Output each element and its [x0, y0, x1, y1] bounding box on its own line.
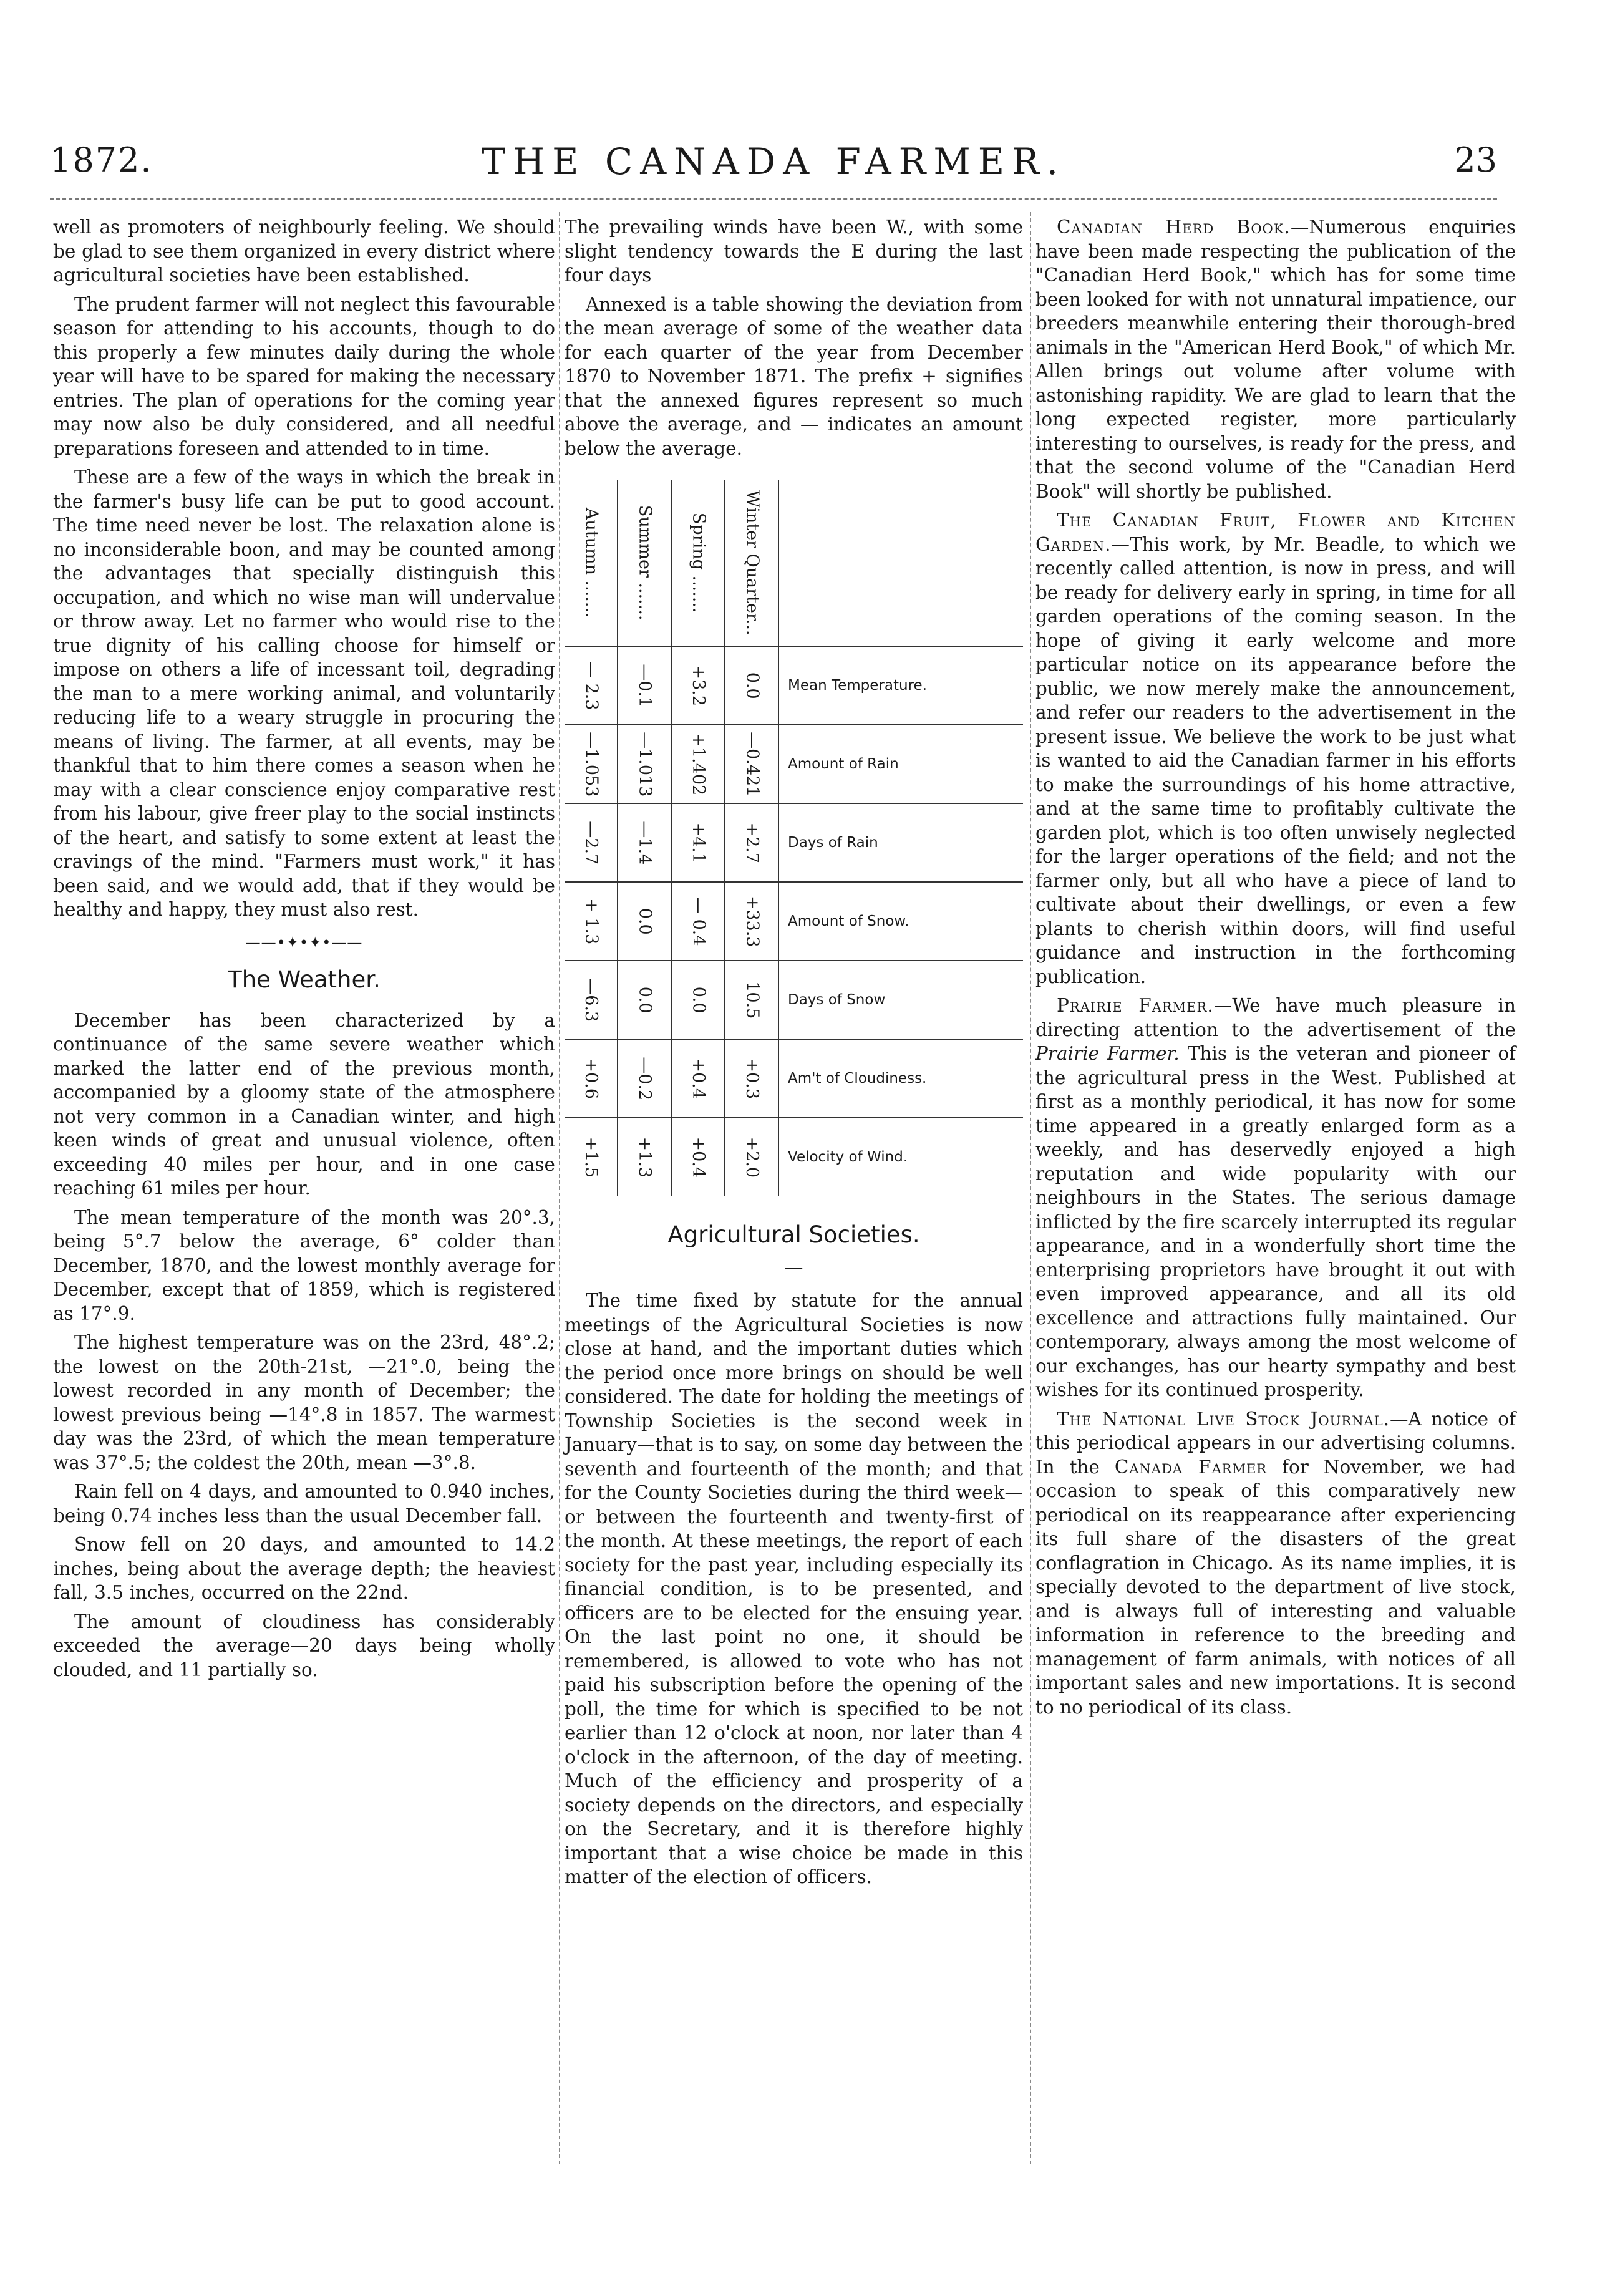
prairie-farmer-paragraph: Prairie Farmer.—We have much pleasure in directing attention to the advertisement of the Prairie Farmer. This is the veteran and pioneer of the agricultural press in the West. Published at first as a monthly periodical, it has now for some time appeared in a greatly enlarged form as a weekly, and has deservedly enjoyed a high reputation and wide popularity with our neighbours in the States. The serious damage inflicted by the fire scarcely interrupted its regular appearance, and in a wonderfully short time the enterprising proprietors have brought it out with even improved appearance, and all its old excellence and attractions fully maintained. Our contemporary, always among the most welcome of our exchanges, has our hearty sympathy and best wishes for its continued prosperity.: [1035, 995, 1516, 1400]
table-header-cell: Spring .......: [672, 480, 725, 646]
heading-dash: —: [784, 1256, 803, 1279]
table-cell: —0.1: [618, 647, 672, 724]
table-cell: —2.7: [565, 804, 618, 881]
row-label: Am't of Cloudiness.: [788, 1070, 927, 1087]
table-cell: 0.0: [618, 961, 672, 1039]
paragraph: These are a few of the ways in which the break in the farmer's busy life can be put to good account. The time need never be lost. The relaxation alone is no inconsiderable boon, and may be counted among the advantages that specially distinguish this occupation, and which no wise man will undervalue or throw away. Let no farmer who would rise to the true dignity of his calling choose for himself or impose on others a life of incessant toil, degrading the man to a mere working animal, and voluntarily reducing life to a weary struggle in procuring the means of living. The farmer, at all events, may be thankful that to him there comes a season when he may with a clear conscience enjoy comparative rest from his labour, give freer play to the social instincts of the heart, and satisfy to some extent at least the cravings of the mind. "Farmers must work," it has been said, and we would add, that if they would be healthy and happy, they must also rest.: [53, 467, 555, 920]
table-cell: +0.3: [725, 1040, 779, 1117]
weather-deviation-table: [565, 478, 1023, 1198]
paragraph: Annexed is a table showing the deviation from the mean average of some of the weather data for each quarter of the year from December 1870 to November 1871. The prefix + signifies that the annexed figures represent so much above the average, and — indicates an amount below the average.: [565, 293, 1023, 459]
table-cell: —1.053: [565, 725, 618, 803]
table-cell: +4.1: [672, 804, 725, 881]
table-row: [565, 961, 1023, 1040]
table-cell: 0.0: [725, 647, 779, 724]
table-header-cell: Winter Quarter...: [725, 480, 779, 646]
row-label: Velocity of Wind.: [788, 1148, 908, 1165]
weather-heading: The Weather.: [228, 966, 381, 993]
table-cell: +1.402: [672, 725, 725, 803]
paragraph: December has been characterized by a continuance of the same severe weather which marked the latter end of the previous month, accompanied by a gloomy state of the atmosphere not very common in a Canadian winter, and high keen winds of great and unusual violence, often exceeding 40 miles per hour, and in one case reaching 61 miles per hour.: [53, 1009, 555, 1199]
table-header-label: [779, 480, 1023, 646]
column-3: [1035, 215, 1516, 1724]
table-cell: +3.2: [672, 647, 725, 724]
section-ornament: ——•✦•✦•——: [245, 933, 363, 951]
table-row: [565, 1118, 1023, 1196]
paragraph: The highest temperature was on the 23rd, 48°.2; the lowest on the 20th-21st, —21°.0, being the lowest recorded in any month of December; the lowest previous being —14°.8 in 1857. The warmest day was the 23rd, of which the mean temperature was 37°.5; the coldest the 20th, mean —3°.8.: [53, 1332, 555, 1473]
table-cell: —1.4: [618, 804, 672, 881]
live-stock-journal-paragraph: The National Live Stock Journal.—A notice of this periodical appears in our advertising columns. In the Canada Farmer for November, we had occasion to speak of this comparatively new periodical on its reappearance after experiencing its full share of the disasters of the great conflagration in Chicago. As its name implies, it is specially devoted to the department of live stock, and is always full of interesting and valuable information in reference to the breeding and management of farm animals, with notices of all important sales and new importations. It is second to no periodical of its class.: [1035, 1408, 1516, 1718]
row-label: Mean Temperature.: [788, 677, 927, 694]
table-cell: +33.3: [725, 883, 779, 960]
column-2: [565, 215, 1023, 1894]
table-cell: 0.0: [618, 883, 672, 960]
table-row: [565, 647, 1023, 725]
table-cell: 10.5: [725, 961, 779, 1039]
header-rule: [50, 198, 1497, 200]
table-cell: +0.4: [672, 1118, 725, 1196]
paragraph-lead: Canadian Herd Book.: [1057, 216, 1291, 238]
table-header-row: [565, 480, 1023, 647]
table-cell: +2.7: [725, 804, 779, 881]
table-cell: — 2.3: [565, 647, 618, 724]
row-label: Days of Snow: [788, 991, 886, 1008]
column-rule: [559, 212, 560, 2164]
table-cell: +0.6: [565, 1040, 618, 1117]
table-cell: —0.2: [618, 1040, 672, 1117]
paragraph: The mean temperature of the month was 20°.3, being 5°.7 below the average, 6° colder than December, 1870, and the lowest monthly average for December, except that of 1859, which is registered as 17°.9.: [53, 1206, 555, 1324]
paragraph-lead: The National Live Stock Journal.: [1057, 1408, 1390, 1430]
table-cell: — 0.4: [672, 883, 725, 960]
paragraph: The prudent farmer will not neglect this favourable season for attending to his accounts, though to do this properly a few minutes daily during the whole year will have to be spared for making the necessary entries. The plan of operations for the coming year may now also be duly considered, and all needful preparations foreseen and attended to in time.: [53, 293, 555, 459]
table-cell: —6.3: [565, 961, 618, 1039]
paragraph: The time fixed by statute for the annual meetings of the Agricultural Societies is now close at hand, and the important duties which the period once more brings on should be well considered. The date for holding the meetings of Township Societies is the second week in January—that is to say, on some day between the seventh and fourteenth of the month; and that for the County Societies during the third week—or between the fourteenth and twenty-first of the month. At these meetings, the report of each society for the past year, including especially its financial condition, is to be presented, and officers are to be elected for the ensuing year. On the last point no one, it should be remembered, is allowed to vote who has not paid his subscription before the opening of the poll, the time for which is specified to be not earlier than 12 o'clock at noon, nor later than 4 o'clock in the afternoon, of the day of meeting. Much of the efficiency and prosperity of a society depends on the directors, and especially on the Secretary, and it is therefore highly important that a wise choice be made in this matter of the election of officers.: [565, 1290, 1023, 1887]
table-row: [565, 1040, 1023, 1118]
paragraph: Snow fell on 20 days, and amounted to 14.2 inches, being about the average depth; the heaviest fall, 3.5 inches, occurred on the 22nd.: [53, 1534, 555, 1603]
herd-book-paragraph: Canadian Herd Book.—Numerous enquiries have been made respecting the publication of the "Canadian Herd Book," which has for some time been looked for with not unnatural impatience, our breeders meanwhile entering their thorough-bred animals in the "American Herd Book," of which Mr. Allen brings out volume after volume with astonishing rapidity. We are glad to learn that the long expected register, more particularly interesting to ourselves, is ready for the press, and that the second volume of the "Canadian Herd Book" will shortly be published.: [1035, 216, 1516, 502]
row-label: Days of Rain: [788, 834, 878, 851]
table-cell: + 1.3: [565, 883, 618, 960]
paragraph: Rain fell on 4 days, and amounted to 0.940 inches, being 0.74 inches less than the usual December fall.: [53, 1481, 555, 1526]
table-row: [565, 725, 1023, 804]
paragraph-lead: Prairie Farmer.: [1057, 995, 1214, 1016]
column-rule: [1030, 212, 1031, 2164]
table-cell: —0.421: [725, 725, 779, 803]
garden-paragraph: The Canadian Fruit, Flower and Kitchen Garden.—This work, by Mr. Beadle, to which we recently called attention, is now in press, and will be ready for delivery early in spring, in time for all garden operations of the coming season. In the hope of giving it early welcome and more particular notice on its appearance before the public, we now merely make the announcement, and refer our readers to the advertisement in the present issue. We believe the work to be just what is wanted to aid the Canadian farmer in his efforts to make the surroundings of his home attractive, and at the same time to profitably cultivate the garden plot, which is too often unwisely neglected for the larger operations of the field; and not the farmer only, but all who have a piece of land to cultivate about their dwellings, or even a few plants to cherish within doors, will find useful guidance and instruction in the forthcoming publication.: [1035, 510, 1516, 987]
table-header-cell: Autumn .......: [565, 480, 618, 646]
paragraph-lead: The Canadian Fruit, Flower and Kitchen Garden.: [1035, 510, 1516, 555]
table-row: [565, 804, 1023, 883]
table-cell: 0.0: [672, 961, 725, 1039]
paragraph: The amount of cloudiness has considerably exceeded the average—20 days being wholly clouded, and 11 partially so.: [53, 1611, 555, 1680]
table-row: [565, 883, 1023, 961]
page-header: [50, 140, 1497, 190]
table-cell: +0.4: [672, 1040, 725, 1117]
paragraph: The prevailing winds have been W., with some slight tendency towards the E during the last four days: [565, 216, 1023, 286]
table-cell: —1.013: [618, 725, 672, 803]
page-number: 23: [1454, 140, 1497, 180]
newspaper-title: THE CANADA FARMER.: [481, 140, 1066, 183]
paragraph: well as promoters of neighbourly feeling. We should be glad to see them organized in every district where agricultural societies have been established.: [53, 216, 555, 286]
row-label: Amount of Snow.: [788, 913, 909, 929]
table-cell: +1.3: [618, 1118, 672, 1196]
table-cell: +1.5: [565, 1118, 618, 1196]
column-1: [53, 215, 555, 1687]
table-header-cell: Summer .......: [618, 480, 672, 646]
agricultural-societies-heading: Agricultural Societies.: [667, 1221, 920, 1248]
header-year: 1872.: [50, 140, 153, 180]
table-cell: +2.0: [725, 1118, 779, 1196]
row-label: Amount of Rain: [788, 755, 899, 772]
